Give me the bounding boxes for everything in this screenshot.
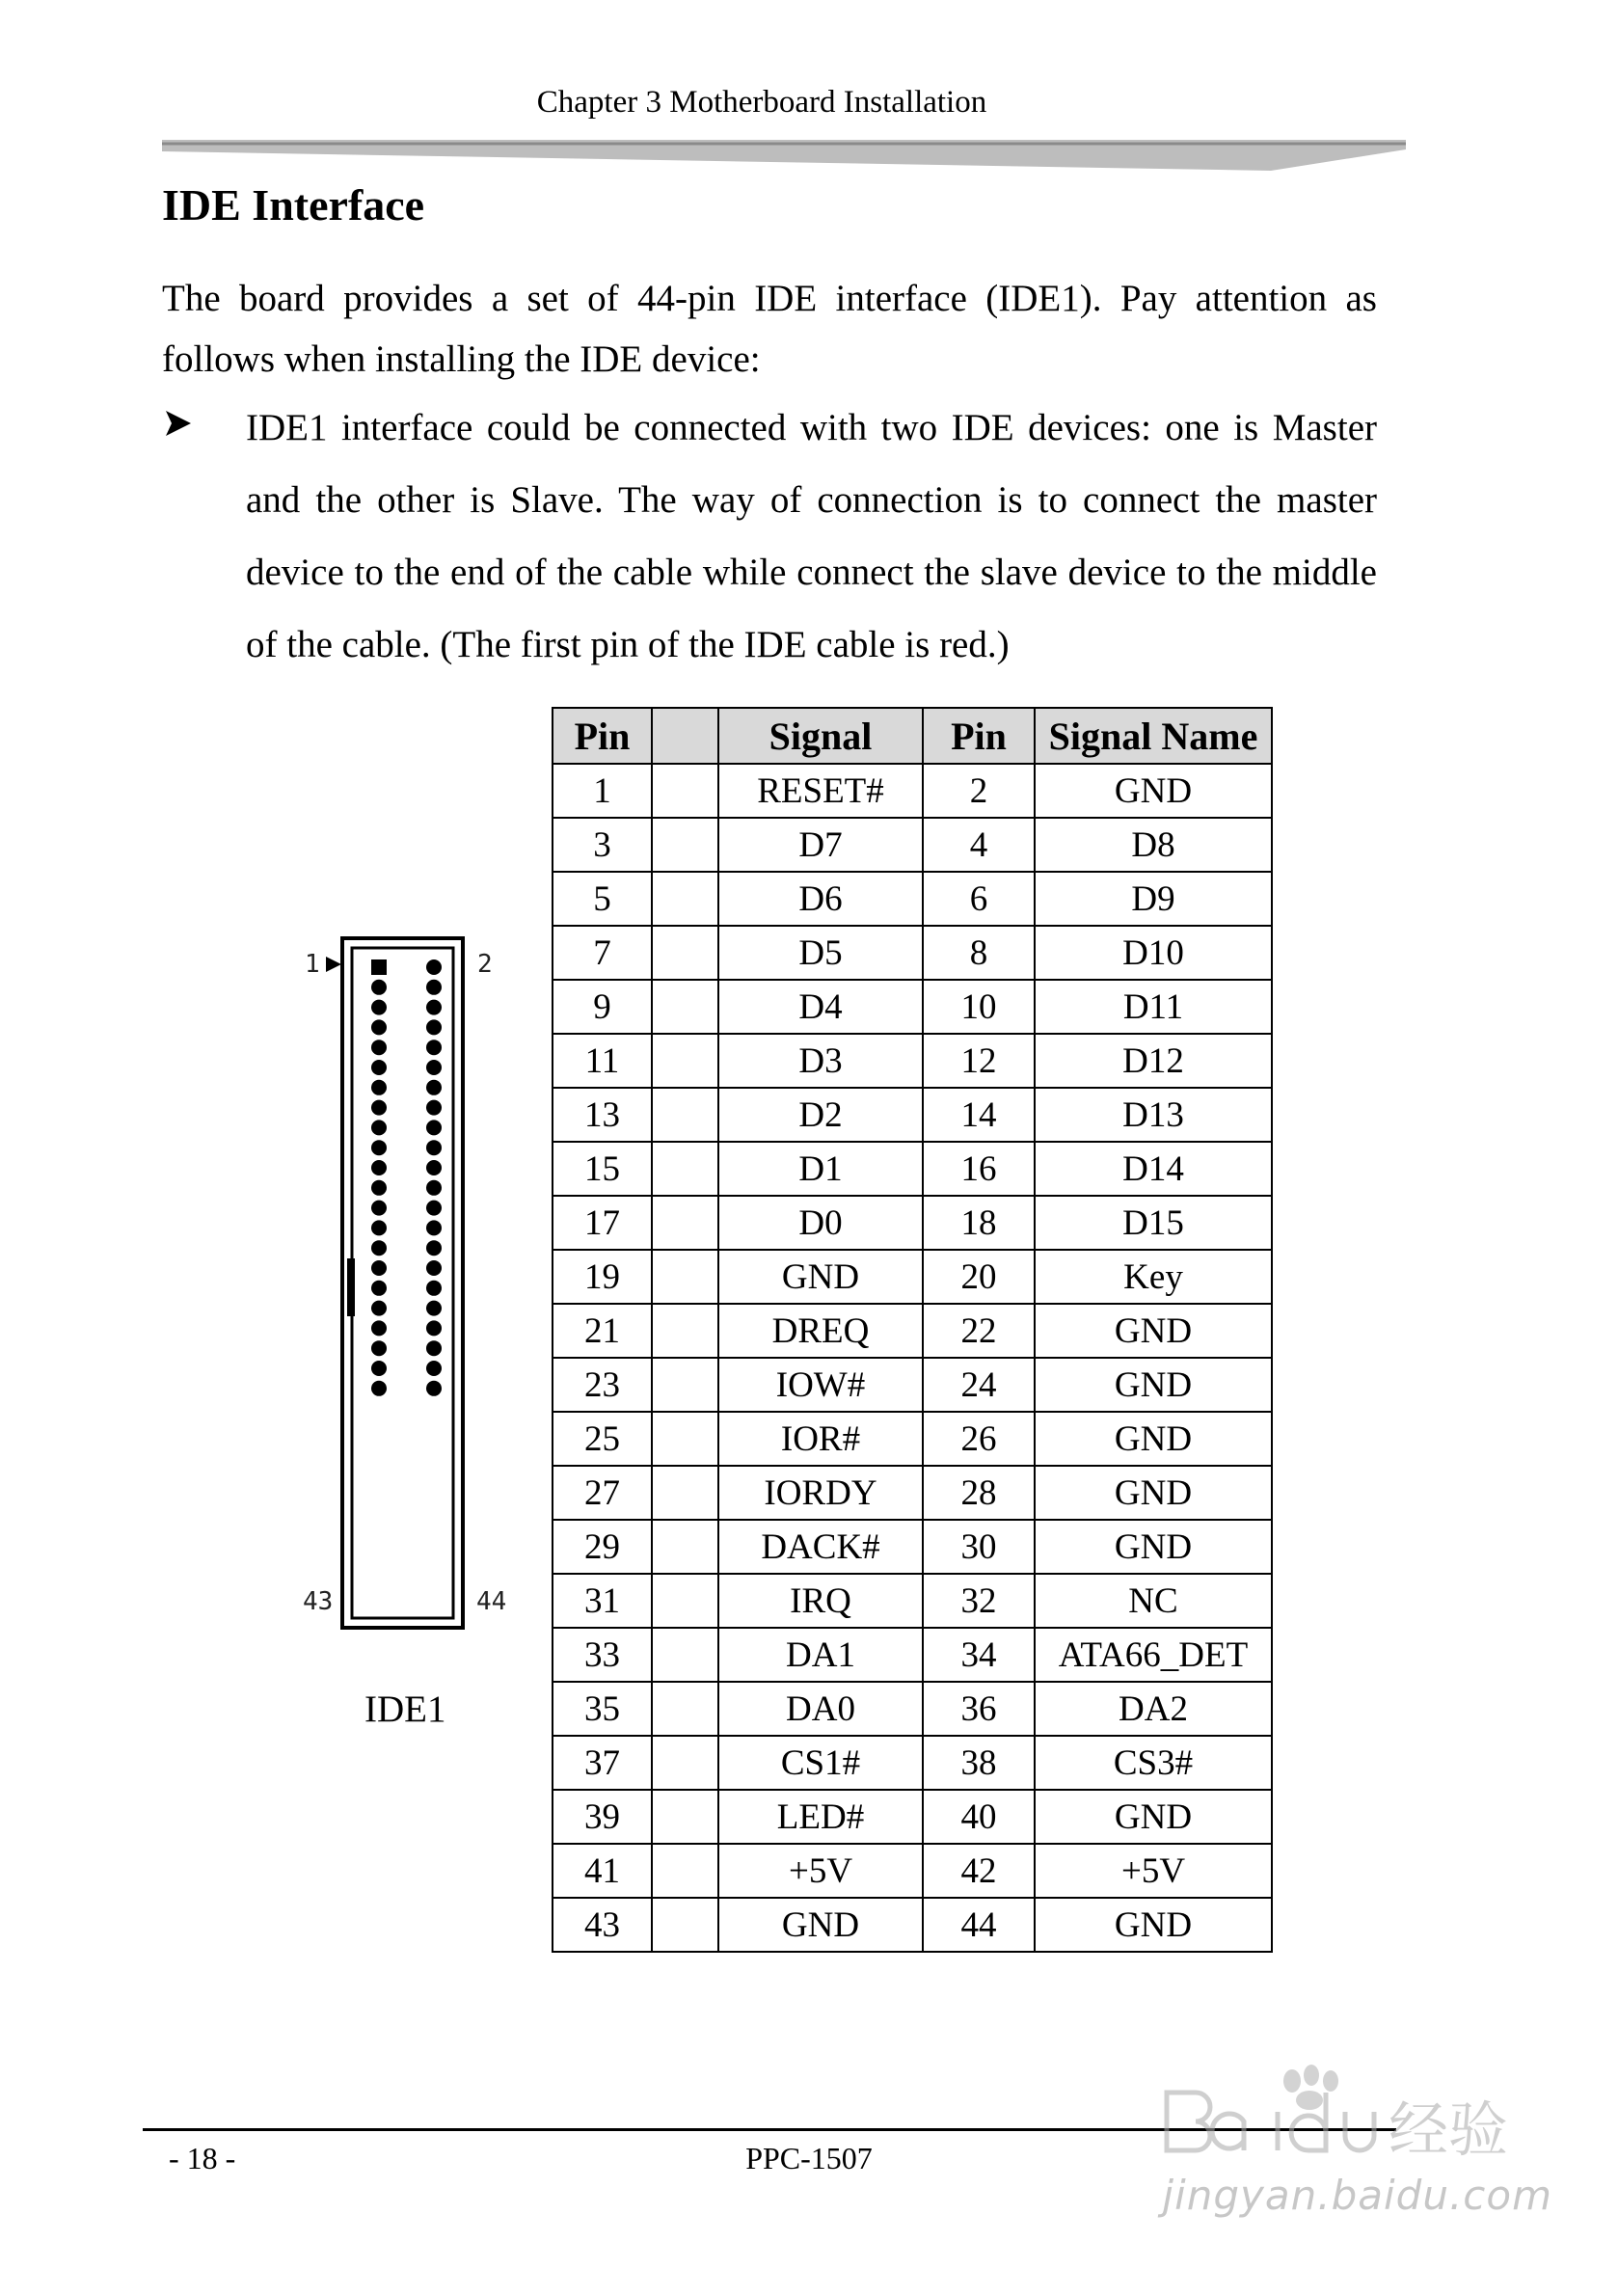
signal-cell: +5V	[718, 1844, 923, 1898]
signal-cell: RESET#	[718, 764, 923, 818]
header-blank	[652, 708, 718, 764]
signal-name-cell: Key	[1035, 1250, 1272, 1304]
blank-cell	[652, 1844, 718, 1898]
signal-name-cell: D13	[1035, 1088, 1272, 1142]
connector-pin	[371, 1100, 387, 1116]
intro-paragraph: The board provides a set of 44-pin IDE interface (IDE1). Pay attention as follows when installing the IDE device:	[162, 278, 1377, 380]
header-signal: Signal	[718, 708, 923, 764]
signal-cell: D6	[718, 872, 923, 926]
pin-cell: 13	[553, 1088, 652, 1142]
table-row	[553, 1304, 1272, 1358]
connector-pin	[371, 1019, 387, 1035]
pin-table	[552, 707, 1273, 1953]
pin2-cell: 24	[923, 1358, 1035, 1412]
signal-name-cell: D8	[1035, 818, 1272, 872]
table-row	[553, 1628, 1272, 1682]
table-row	[553, 872, 1272, 926]
pin1-label: 1	[305, 950, 320, 979]
pin2-cell: 12	[923, 1034, 1035, 1088]
connector-pin	[426, 1060, 442, 1075]
watermark	[1147, 2064, 1552, 2256]
pin2-cell: 20	[923, 1250, 1035, 1304]
table-row	[553, 1142, 1272, 1196]
pin2-cell: 34	[923, 1628, 1035, 1682]
blank-cell	[652, 1628, 718, 1682]
baidu-logo	[1147, 2064, 1552, 2170]
signal-cell: DREQ	[718, 1304, 923, 1358]
signal-cell: LED#	[718, 1790, 923, 1844]
pin2-cell: 8	[923, 926, 1035, 980]
signal-cell: CS1#	[718, 1736, 923, 1790]
signal-cell: IOW#	[718, 1358, 923, 1412]
signal-name-cell: ATA66_DET	[1035, 1628, 1272, 1682]
header-rule	[162, 138, 1406, 175]
connector-pin	[426, 1381, 442, 1396]
blank-cell	[652, 1304, 718, 1358]
pin2-cell: 30	[923, 1520, 1035, 1574]
blank-cell	[652, 1520, 718, 1574]
signal-cell: DA1	[718, 1628, 923, 1682]
pin2-cell: 10	[923, 980, 1035, 1034]
signal-cell: IOR#	[718, 1412, 923, 1466]
connector-pin	[426, 1240, 442, 1256]
connector-pin	[426, 1019, 442, 1035]
pin44-label: 44	[476, 1587, 507, 1616]
connector-pin	[426, 1260, 442, 1276]
blank-cell	[652, 1250, 718, 1304]
pin2-label: 2	[477, 950, 493, 979]
table-row	[553, 1736, 1272, 1790]
signal-cell: GND	[718, 1898, 923, 1952]
connector-pin	[371, 1080, 387, 1095]
pin43-label: 43	[303, 1587, 334, 1616]
pin-cell: 33	[553, 1628, 652, 1682]
pin2-cell: 6	[923, 872, 1035, 926]
blank-cell	[652, 1736, 718, 1790]
blank-cell	[652, 1574, 718, 1628]
connector-pin	[426, 1320, 442, 1336]
signal-cell: D0	[718, 1196, 923, 1250]
blank-cell	[652, 1142, 718, 1196]
pin-cell: 27	[553, 1466, 652, 1520]
pin2-cell: 18	[923, 1196, 1035, 1250]
signal-name-cell: D15	[1035, 1196, 1272, 1250]
connector-pin	[371, 1260, 387, 1276]
pin-cell: 9	[553, 980, 652, 1034]
pin2-cell: 42	[923, 1844, 1035, 1898]
table-row	[553, 1520, 1272, 1574]
svg-text:经验: 经验	[1389, 2094, 1509, 2165]
connector-pin	[371, 1381, 387, 1396]
connector-pin	[371, 1000, 387, 1015]
pin-cell: 7	[553, 926, 652, 980]
model-name: PPC-1507	[745, 2141, 873, 2175]
blank-cell	[652, 1682, 718, 1736]
table-row	[553, 1034, 1272, 1088]
signal-cell: D3	[718, 1034, 923, 1088]
pin2-cell: 26	[923, 1412, 1035, 1466]
connector-pin	[371, 1340, 387, 1356]
pin2-cell: 16	[923, 1142, 1035, 1196]
watermark-text: jingyan.baidu.com	[1162, 2172, 1552, 2219]
running-header: Chapter 3 Motherboard Installation	[536, 85, 987, 120]
signal-name-cell: GND	[1035, 1412, 1272, 1466]
pin-cell: 19	[553, 1250, 652, 1304]
table-row	[553, 1898, 1272, 1952]
blank-cell	[652, 764, 718, 818]
signal-name-cell: GND	[1035, 1304, 1272, 1358]
pin-cell: 11	[553, 1034, 652, 1088]
connector-pin	[426, 1140, 442, 1155]
pin2-cell: 28	[923, 1466, 1035, 1520]
connector-pin	[426, 1201, 442, 1216]
pin-cell: 3	[553, 818, 652, 872]
blank-cell	[652, 872, 718, 926]
pin-cell: 17	[553, 1196, 652, 1250]
connector-pin	[371, 959, 387, 975]
connector-pin	[371, 1040, 387, 1055]
pin-cell: 41	[553, 1844, 652, 1898]
connector-pin	[371, 1180, 387, 1196]
signal-name-cell: GND	[1035, 764, 1272, 818]
blank-cell	[652, 1466, 718, 1520]
blank-cell	[652, 926, 718, 980]
signal-cell: D4	[718, 980, 923, 1034]
table-row	[553, 1790, 1272, 1844]
table-row	[553, 764, 1272, 818]
table-row	[553, 1844, 1272, 1898]
pin2-cell: 4	[923, 818, 1035, 872]
blank-cell	[652, 1358, 718, 1412]
connector-pin	[371, 1301, 387, 1316]
signal-name-cell: D9	[1035, 872, 1272, 926]
connector-pin	[371, 1201, 387, 1216]
bullet-arrow-icon	[164, 409, 193, 438]
signal-name-cell: GND	[1035, 1358, 1272, 1412]
table-row	[553, 1574, 1272, 1628]
pin-cell: 35	[553, 1682, 652, 1736]
pin2-cell: 14	[923, 1088, 1035, 1142]
blank-cell	[652, 1790, 718, 1844]
connector-pin	[426, 1120, 442, 1135]
signal-cell: D2	[718, 1088, 923, 1142]
table-row	[553, 1088, 1272, 1142]
table-header-row	[553, 708, 1272, 764]
page-number: - 18 -	[169, 2141, 236, 2175]
blank-cell	[652, 1088, 718, 1142]
signal-name-cell: GND	[1035, 1466, 1272, 1520]
pin-cell: 37	[553, 1736, 652, 1790]
pin-cell: 5	[553, 872, 652, 926]
table-row	[553, 1358, 1272, 1412]
table-row	[553, 1196, 1272, 1250]
signal-cell: DA0	[718, 1682, 923, 1736]
signal-name-cell: D12	[1035, 1034, 1272, 1088]
connector-pin	[371, 1120, 387, 1135]
connector-pin	[371, 1240, 387, 1256]
signal-cell: IRQ	[718, 1574, 923, 1628]
signal-cell: IORDY	[718, 1466, 923, 1520]
connector-pin	[426, 1361, 442, 1376]
connector-pin	[426, 1180, 442, 1196]
blank-cell	[652, 980, 718, 1034]
signal-cell: D7	[718, 818, 923, 872]
signal-name-cell: +5V	[1035, 1844, 1272, 1898]
signal-name-cell: D11	[1035, 980, 1272, 1034]
section-title: IDE Interface	[162, 180, 425, 230]
pin-cell: 39	[553, 1790, 652, 1844]
header-signal-name: Signal Name	[1035, 708, 1272, 764]
connector-pin	[426, 1220, 442, 1235]
pin-cell: 43	[553, 1898, 652, 1952]
pin-cell: 31	[553, 1574, 652, 1628]
pin2-cell: 36	[923, 1682, 1035, 1736]
connector-pin	[371, 1220, 387, 1235]
connector-pin	[371, 1140, 387, 1155]
blank-cell	[652, 818, 718, 872]
table-row	[553, 1682, 1272, 1736]
pin-cell: 1	[553, 764, 652, 818]
table-row	[553, 1412, 1272, 1466]
connector-pin	[426, 1040, 442, 1055]
signal-cell: GND	[718, 1250, 923, 1304]
connector-pin	[426, 980, 442, 995]
pin1-arrow-icon	[324, 955, 343, 974]
table-row	[553, 1250, 1272, 1304]
connector-pin	[426, 1301, 442, 1316]
pin-cell: 25	[553, 1412, 652, 1466]
pin-cell: 29	[553, 1520, 652, 1574]
pin2-cell: 38	[923, 1736, 1035, 1790]
signal-name-cell: GND	[1035, 1790, 1272, 1844]
blank-cell	[652, 1034, 718, 1088]
ide1-label: IDE1	[364, 1688, 446, 1730]
signal-name-cell: CS3#	[1035, 1736, 1272, 1790]
signal-name-cell: NC	[1035, 1574, 1272, 1628]
pin2-cell: 2	[923, 764, 1035, 818]
blank-cell	[652, 1898, 718, 1952]
connector-pin	[426, 1340, 442, 1356]
ide-connector-diagram	[289, 931, 540, 1644]
blank-cell	[652, 1412, 718, 1466]
table-row	[553, 980, 1272, 1034]
connector-pin	[426, 1100, 442, 1116]
signal-name-cell: D10	[1035, 926, 1272, 980]
connector-pin	[371, 980, 387, 995]
signal-name-cell: GND	[1035, 1898, 1272, 1952]
pin2-cell: 44	[923, 1898, 1035, 1952]
connector-pin	[426, 1080, 442, 1095]
connector-pin	[426, 1160, 442, 1175]
table-row	[553, 1466, 1272, 1520]
header-pin2: Pin	[923, 708, 1035, 764]
connector-pin	[371, 1160, 387, 1175]
connector-pin	[371, 1320, 387, 1336]
pin2-cell: 32	[923, 1574, 1035, 1628]
pin2-cell: 22	[923, 1304, 1035, 1358]
blank-cell	[652, 1196, 718, 1250]
signal-cell: D1	[718, 1142, 923, 1196]
signal-name-cell: DA2	[1035, 1682, 1272, 1736]
connector-pin	[426, 1000, 442, 1015]
table-row	[553, 818, 1272, 872]
connector-pin	[371, 1361, 387, 1376]
signal-name-cell: GND	[1035, 1520, 1272, 1574]
table-row	[553, 926, 1272, 980]
signal-name-cell: D14	[1035, 1142, 1272, 1196]
pin-cell: 21	[553, 1304, 652, 1358]
connector-pin	[371, 1281, 387, 1296]
connector-pin	[371, 1060, 387, 1075]
connector-pin	[426, 1281, 442, 1296]
pin2-cell: 40	[923, 1790, 1035, 1844]
bullet-text: IDE1 interface could be connected with two IDE devices: one is Master and the other is Slave. The way of connection is to connect the master device to the end of the cable while connect the slave device to the middle of the cable. (The first pin of the IDE cable is red.)	[246, 407, 1377, 665]
signal-cell: D5	[718, 926, 923, 980]
pin-cell: 23	[553, 1358, 652, 1412]
connector-pin	[426, 959, 442, 975]
signal-cell: DACK#	[718, 1520, 923, 1574]
pin-cell: 15	[553, 1142, 652, 1196]
header-pin: Pin	[553, 708, 652, 764]
